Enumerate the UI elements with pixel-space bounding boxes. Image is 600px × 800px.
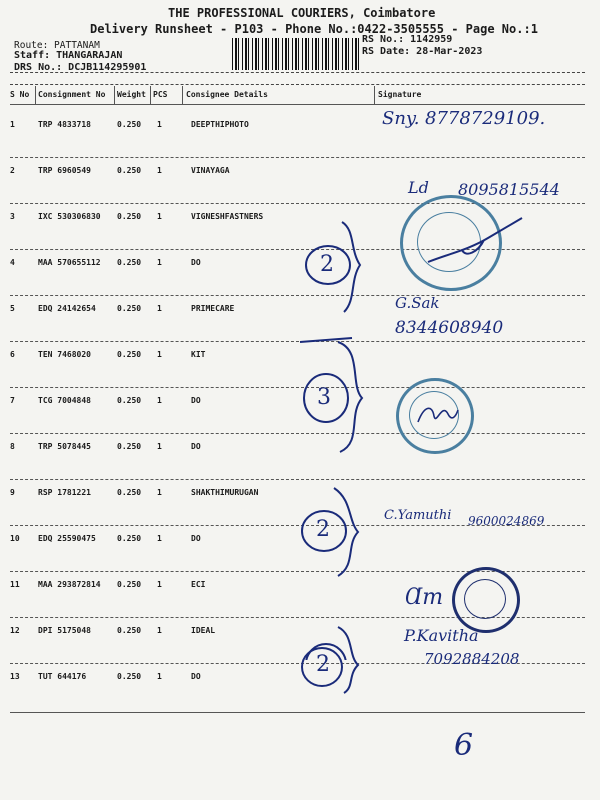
handwritten-phone: 8778729109. <box>425 108 546 129</box>
row-pcs: 1 <box>157 120 162 129</box>
row-sno: 4 <box>10 258 15 267</box>
row-consignee: VINAYAGA <box>191 166 230 175</box>
row-sno: 13 <box>10 672 20 681</box>
group-annotations-lower <box>300 395 380 695</box>
row-weight: 0.250 <box>117 350 142 359</box>
row-consignee: VIGNESHFASTNERS <box>191 212 264 221</box>
row-divider <box>10 433 585 434</box>
header-divider <box>10 84 585 85</box>
row-consignee: DO <box>191 534 201 543</box>
row-sno: 8 <box>10 442 15 451</box>
signature-stroke <box>418 210 528 280</box>
col-weight: Weight <box>117 90 146 99</box>
col-pcs: PCS <box>153 90 168 99</box>
row-pcs: 1 <box>157 166 162 175</box>
row-sno: 6 <box>10 350 15 359</box>
row-consignee: SHAKTHIMURUGAN <box>191 488 259 497</box>
row-sno: 11 <box>10 580 20 589</box>
signature-scrawl: Sny. <box>382 108 420 129</box>
row-weight: 0.250 <box>117 626 142 635</box>
row-weight: 0.250 <box>117 580 142 589</box>
row-consignee: DO <box>191 258 201 267</box>
row-consignee: DO <box>191 672 201 681</box>
row-pcs: 1 <box>157 534 162 543</box>
row-consignee: ECI <box>191 580 206 589</box>
company-title: THE PROFESSIONAL COURIERS, Coimbatore <box>168 6 436 20</box>
barcode <box>232 38 360 70</box>
row-consignee: DEEPTHIPHOTO <box>191 120 249 129</box>
handwritten-phone: 8095815544 <box>458 180 560 199</box>
row-pcs: 1 <box>157 396 162 405</box>
handwritten-name: P.Kavitha <box>404 626 479 645</box>
col-rule <box>150 86 151 104</box>
col-rule <box>182 86 183 104</box>
row-consignment: DPI 5175048 <box>38 626 91 635</box>
col-rule <box>35 86 36 104</box>
row-divider <box>10 387 585 388</box>
handwritten-phone: 7092884208 <box>424 650 520 668</box>
row-consignee: PRIMECARE <box>191 304 235 313</box>
group-count: 3 <box>317 385 331 410</box>
row-consignment: RSP 1781221 <box>38 488 91 497</box>
col-rule <box>374 86 375 104</box>
group-count: 2 <box>320 252 334 277</box>
header-underline <box>10 104 585 105</box>
row-weight: 0.250 <box>117 212 142 221</box>
group-brace <box>342 222 360 312</box>
row-consignment: MAA 293872814 <box>38 580 101 589</box>
row-weight: 0.250 <box>117 166 142 175</box>
group-stroke <box>300 338 352 342</box>
group-count: 2 <box>316 652 330 677</box>
row-pcs: 1 <box>157 212 162 221</box>
row-pcs: 1 <box>157 672 162 681</box>
row-consignment: MAA 570655112 <box>38 258 101 267</box>
row-divider <box>10 203 585 204</box>
row-sno: 9 <box>10 488 15 497</box>
route-label: Route: PATTANAM <box>14 40 100 51</box>
row-weight: 0.250 <box>117 672 142 681</box>
row-pcs: 1 <box>157 442 162 451</box>
row-consignee: DO <box>191 396 201 405</box>
row-sno: 12 <box>10 626 20 635</box>
row-weight: 0.250 <box>117 304 142 313</box>
handwritten-page-mark: 6 <box>454 728 474 763</box>
row-weight: 0.250 <box>117 488 142 497</box>
rs-number: RS No.: 1142959 <box>362 34 453 45</box>
row-weight: 0.250 <box>117 258 142 267</box>
company-stamp <box>452 567 520 633</box>
stamp-inner-ring <box>464 579 506 619</box>
row-divider <box>10 479 585 480</box>
row-sno: 3 <box>10 212 15 221</box>
row-consignment: IXC 530306830 <box>38 212 101 221</box>
row-sno: 10 <box>10 534 20 543</box>
row-divider <box>10 341 585 342</box>
handwritten-phone: 9600024869 <box>468 514 545 528</box>
row-sno: 5 <box>10 304 15 313</box>
staff-label: Staff: THANGARAJAN <box>14 50 123 61</box>
row-pcs: 1 <box>157 488 162 497</box>
signature-scrawl: Ɑm <box>405 585 444 610</box>
row-pcs: 1 <box>157 626 162 635</box>
row-weight: 0.250 <box>117 120 142 129</box>
row-weight: 0.250 <box>117 534 142 543</box>
row-consignment: TRP 5078445 <box>38 442 91 451</box>
header-divider-top <box>10 72 585 73</box>
row-divider <box>10 157 585 158</box>
row-pcs: 1 <box>157 580 162 589</box>
row-weight: 0.250 <box>117 396 142 405</box>
signature-stroke <box>412 396 462 432</box>
signature-scrawl: Ld <box>408 178 429 197</box>
row-consignment: TEN 7468020 <box>38 350 91 359</box>
row-weight: 0.250 <box>117 442 142 451</box>
rs-date: RS Date: 28-Mar-2023 <box>362 46 483 57</box>
col-consignment: Consignment No <box>38 90 106 99</box>
handwritten-phone: 8344608940 <box>395 318 504 338</box>
row-consignment: TUT 644176 <box>38 672 87 681</box>
row-pcs: 1 <box>157 258 162 267</box>
row-consignee: DO <box>191 442 201 451</box>
col-signature: Signature <box>378 90 422 99</box>
row-consignment: TCG 7004848 <box>38 396 91 405</box>
drs-number: DRS No.: DCJB114295901 <box>14 62 147 73</box>
handwritten-name: C.Yamuthi <box>384 508 452 523</box>
col-consignee: Consignee Details <box>186 90 268 99</box>
row-consignee: IDEAL <box>191 626 216 635</box>
handwritten-name: G.Sak <box>395 294 440 312</box>
row-pcs: 1 <box>157 304 162 313</box>
row-consignment: TRP 4833718 <box>38 120 91 129</box>
row-pcs: 1 <box>157 350 162 359</box>
col-sno: S No <box>10 90 30 99</box>
row-consignment: TRP 6960549 <box>38 166 91 175</box>
row-sno: 7 <box>10 396 15 405</box>
row-sno: 2 <box>10 166 15 175</box>
col-rule <box>114 86 115 104</box>
row-consignee: KIT <box>191 350 206 359</box>
group-count: 2 <box>316 517 330 542</box>
row-consignment: EDQ 25590475 <box>38 534 96 543</box>
runsheet-title: Delivery Runsheet - P103 - Phone No.:0422-3505555 - Page No.:1 <box>90 22 538 36</box>
row-consignment: EDQ 24142654 <box>38 304 96 313</box>
row-sno: 1 <box>10 120 15 129</box>
table-bottom-rule <box>10 712 585 713</box>
row-divider <box>10 295 585 296</box>
